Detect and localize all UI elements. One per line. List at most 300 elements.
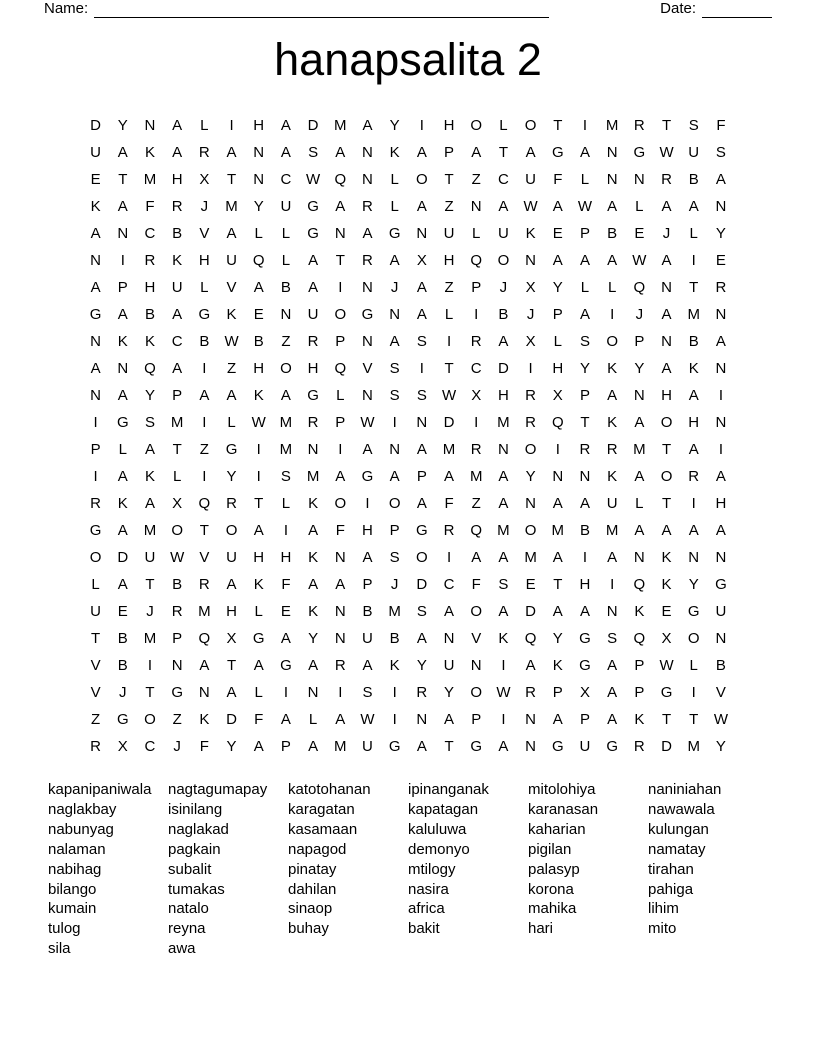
grid-letter: R: [90, 738, 102, 755]
grid-letter: Y: [253, 198, 264, 215]
grid-letter: N: [144, 117, 156, 134]
grid-letter: A: [607, 549, 618, 566]
grid-letter: H: [253, 549, 265, 566]
grid-letter: H: [226, 603, 237, 620]
grid-letter: I: [283, 684, 288, 701]
grid-letter: D: [117, 549, 129, 566]
grid-letter: N: [362, 279, 373, 296]
grid-letter: N: [688, 549, 700, 566]
grid-letter: A: [253, 279, 264, 296]
grid-letter: S: [688, 117, 699, 134]
grid-letter: G: [361, 468, 374, 485]
grid-letter: F: [199, 738, 209, 755]
grid-letter: L: [254, 684, 263, 701]
grid-letter: E: [525, 576, 536, 593]
word-item: naglakbay: [48, 800, 117, 818]
grid-letter: A: [634, 414, 645, 431]
grid-letter: Y: [226, 738, 237, 755]
grid-letter: R: [90, 495, 102, 512]
grid-letter: E: [715, 252, 726, 269]
grid-letter: U: [443, 657, 455, 674]
grid-letter: D: [525, 603, 537, 620]
grid-letter: H: [253, 360, 265, 377]
grid-letter: A: [253, 738, 264, 755]
grid-letter: I: [93, 468, 98, 485]
grid-letter: Q: [633, 576, 646, 593]
grid-letter: N: [633, 549, 645, 566]
grid-letter: Q: [252, 252, 265, 269]
grid-letter: K: [253, 576, 264, 593]
grid-letter: G: [361, 306, 374, 323]
grid-letter: O: [470, 117, 483, 134]
grid-letter: Z: [199, 441, 209, 458]
grid-letter: A: [552, 603, 563, 620]
grid-letter: M: [687, 306, 700, 323]
grid-letter: I: [474, 414, 479, 431]
grid-letter: O: [606, 333, 618, 350]
grid-letter: H: [661, 387, 672, 404]
grid-letter: C: [497, 171, 509, 188]
grid-letter: P: [471, 711, 482, 728]
grid-letter: U: [715, 603, 727, 620]
grid-letter: N: [497, 441, 509, 458]
grid-letter: H: [362, 522, 373, 539]
grid-letter: S: [280, 468, 291, 485]
grid-letter: I: [392, 414, 397, 431]
grid-letter: A: [144, 441, 155, 458]
grid-letter: K: [607, 360, 618, 377]
grid-letter: N: [416, 225, 428, 242]
grid-letter: M: [633, 441, 646, 458]
grid-letter: M: [170, 414, 184, 431]
grid-letter: A: [579, 306, 590, 323]
grid-letter: B: [498, 306, 509, 323]
grid-letter: N: [362, 171, 373, 188]
grid-letter: B: [144, 306, 155, 323]
grid-letter: M: [605, 522, 619, 539]
word-item: bilango: [48, 880, 97, 898]
grid-letter: R: [443, 522, 455, 539]
grid-letter: A: [416, 144, 427, 161]
grid-letter: D: [226, 711, 237, 728]
grid-letter: E: [117, 603, 128, 620]
grid-letter: T: [661, 117, 672, 134]
grid-letter: A: [280, 630, 291, 647]
grid-letter: R: [144, 252, 156, 269]
grid-letter: W: [360, 711, 375, 728]
word-item: isinilang: [168, 800, 223, 818]
grid-letter: H: [688, 414, 700, 431]
grid-letter: G: [388, 225, 401, 242]
grid-letter: A: [688, 522, 699, 539]
grid-letter: A: [579, 252, 590, 269]
grid-letter: R: [525, 414, 537, 431]
grid-letter: N: [525, 252, 537, 269]
grid-letter: A: [444, 468, 455, 485]
grid-letter: I: [582, 117, 588, 134]
grid-letter: L: [281, 495, 291, 512]
grid-letter: A: [498, 333, 509, 350]
grid-letter: L: [281, 225, 291, 242]
grid-letter: W: [224, 333, 239, 350]
grid-letter: I: [718, 441, 723, 458]
grid-letter: L: [336, 387, 345, 404]
grid-letter: P: [90, 441, 101, 458]
grid-letter: A: [172, 117, 183, 134]
grid-letter: R: [307, 333, 319, 350]
grid-letter: B: [280, 279, 291, 296]
grid-letter: O: [660, 414, 673, 431]
word-list-column: [528, 780, 648, 959]
grid-letter: J: [119, 684, 127, 701]
grid-letter: L: [635, 495, 644, 512]
grid-letter: M: [306, 468, 320, 485]
grid-letter: K: [552, 657, 563, 674]
grid-letter: V: [199, 549, 210, 566]
grid-letter: P: [579, 387, 590, 404]
grid-letter: W: [251, 414, 266, 431]
grid-letter: J: [390, 279, 399, 296]
grid-letter: A: [688, 387, 699, 404]
grid-letter: Q: [198, 495, 211, 512]
grid-letter: A: [416, 279, 427, 296]
grid-letter: Q: [470, 252, 483, 269]
grid-letter: E: [552, 225, 563, 242]
grid-letter: S: [308, 144, 319, 161]
grid-letter: I: [338, 279, 343, 296]
grid-letter: A: [661, 252, 672, 269]
name-blank-line: [94, 2, 549, 18]
grid-letter: M: [143, 171, 157, 188]
grid-letter: S: [416, 603, 427, 620]
grid-letter: A: [634, 522, 645, 539]
word-item: awa: [168, 940, 196, 958]
grid-letter: U: [171, 279, 183, 296]
word-item: buhay: [288, 920, 329, 938]
grid-letter: A: [172, 360, 183, 377]
grid-letter: O: [416, 171, 428, 188]
grid-letter: A: [416, 738, 427, 755]
grid-letter: R: [171, 603, 183, 620]
grid-letter: I: [446, 333, 452, 350]
grid-letter: R: [470, 441, 482, 458]
page-title: hanapsalita 2: [274, 34, 542, 85]
grid-letter: X: [579, 684, 590, 701]
grid-letter: Z: [91, 711, 101, 728]
grid-letter: H: [497, 387, 509, 404]
grid-letter: A: [579, 144, 590, 161]
grid-letter: T: [145, 684, 155, 701]
grid-letter: G: [687, 603, 700, 620]
grid-letter: A: [498, 738, 509, 755]
grid-letter: Y: [226, 468, 237, 485]
grid-letter: N: [715, 414, 727, 431]
grid-letter: T: [553, 117, 563, 134]
grid-letter: O: [524, 522, 537, 539]
grid-letter: K: [226, 306, 237, 323]
grid-letter: N: [525, 711, 537, 728]
grid-letter: I: [256, 441, 261, 458]
grid-letter: O: [497, 252, 510, 269]
word-list-column: [288, 780, 408, 959]
grid-letter: J: [390, 576, 399, 593]
grid-letter: M: [442, 441, 456, 458]
grid-letter: S: [144, 414, 155, 431]
grid-letter: C: [443, 576, 455, 593]
grid-letter: N: [171, 657, 183, 674]
grid-letter: X: [416, 252, 427, 269]
grid-letter: L: [254, 603, 263, 620]
grid-letter: H: [579, 576, 591, 593]
grid-letter: T: [199, 522, 209, 539]
grid-letter: L: [553, 333, 562, 350]
name-label: Name:: [44, 0, 89, 17]
grid-letter: G: [551, 738, 564, 755]
grid-letter: S: [416, 333, 427, 350]
grid-letter: G: [307, 387, 319, 404]
word-item: nabunyag: [48, 820, 114, 838]
grid-letter: K: [253, 387, 264, 404]
grid-letter: P: [335, 333, 346, 350]
grid-letter: N: [552, 468, 564, 485]
grid-letter: P: [552, 306, 563, 323]
grid-letter: Q: [334, 171, 347, 188]
word-item: kasamaan: [288, 820, 358, 838]
grid-letter: A: [90, 360, 101, 377]
word-item: africa: [408, 900, 445, 918]
grid-letter: N: [362, 333, 373, 350]
grid-letter: A: [416, 441, 427, 458]
grid-letter: A: [335, 144, 346, 161]
grid-letter: M: [334, 738, 347, 755]
grid-letter: D: [307, 117, 319, 134]
word-item: sila: [48, 940, 71, 958]
grid-letter: H: [171, 171, 183, 188]
grid-letter: G: [252, 630, 265, 647]
grid-letter: L: [635, 198, 644, 215]
grid-letter: P: [280, 738, 291, 755]
grid-letter: X: [471, 387, 482, 404]
grid-letter: D: [90, 117, 102, 134]
header: [44, 0, 772, 18]
grid-letter: N: [117, 225, 129, 242]
grid-letter: H: [280, 549, 292, 566]
grid-letter: N: [579, 468, 591, 485]
grid-letter: B: [172, 225, 183, 242]
word-item: pinatay: [288, 860, 337, 878]
grid-letter: L: [390, 198, 399, 215]
grid-letter: I: [283, 522, 288, 539]
grid-letter: X: [552, 387, 563, 404]
grid-letter: S: [498, 576, 509, 593]
grid-letter: I: [501, 711, 506, 728]
grid-letter: A: [389, 468, 400, 485]
grid-letter: Z: [471, 171, 481, 188]
grid-letter: Y: [389, 117, 400, 134]
grid-letter: N: [416, 414, 428, 431]
grid-letter: A: [498, 495, 509, 512]
grid-letter: W: [632, 252, 647, 269]
grid-letter: C: [470, 360, 482, 377]
grid-letter: M: [225, 198, 238, 215]
word-item: pigilan: [528, 840, 572, 858]
grid-letter: O: [280, 360, 292, 377]
word-item: kulungan: [648, 820, 709, 838]
grid-letter: K: [607, 468, 618, 485]
grid-letter: D: [661, 738, 672, 755]
grid-letter: T: [145, 576, 155, 593]
grid-letter: K: [661, 549, 672, 566]
grid-letter: N: [606, 171, 618, 188]
grid-letter: I: [610, 576, 615, 593]
grid-letter: N: [90, 252, 102, 269]
grid-letter: V: [90, 657, 101, 674]
grid-letter: P: [579, 711, 590, 728]
grid-letter: S: [715, 144, 726, 161]
grid-letter: G: [551, 144, 564, 161]
grid-letter: B: [688, 171, 699, 188]
grid-letter: P: [634, 684, 645, 701]
grid-letter: N: [253, 144, 265, 161]
grid-letter: N: [470, 657, 482, 674]
grid-letter: I: [718, 387, 723, 404]
grid-letter: K: [308, 549, 319, 566]
grid-letter: A: [362, 549, 373, 566]
grid-letter: A: [144, 495, 155, 512]
grid-letter: K: [634, 603, 645, 620]
grid-letter: Y: [579, 360, 590, 377]
grid-letter: B: [607, 225, 618, 242]
grid-letter: A: [715, 468, 726, 485]
grid-letter: U: [443, 225, 455, 242]
grid-letter: A: [172, 306, 183, 323]
word-item: hari: [528, 920, 554, 938]
date-group: [660, 0, 772, 18]
grid-letter: I: [392, 711, 397, 728]
grid-letter: M: [605, 117, 619, 134]
grid-letter: B: [389, 630, 400, 647]
grid-letter: N: [307, 441, 319, 458]
grid-letter: O: [334, 306, 347, 323]
grid-letter: E: [634, 225, 645, 242]
grid-letter: U: [226, 252, 237, 269]
grid-letter: P: [444, 144, 455, 161]
grid-letter: G: [606, 738, 618, 755]
grid-letter: W: [659, 144, 674, 161]
grid-letter: X: [117, 738, 128, 755]
word-item: tumakas: [168, 880, 225, 898]
grid-letter: A: [199, 387, 210, 404]
grid-letter: A: [416, 198, 427, 215]
grid-letter: A: [471, 549, 482, 566]
grid-letter: K: [308, 603, 319, 620]
grid-letter: S: [362, 684, 373, 701]
grid-letter: B: [117, 630, 128, 647]
grid-letter: I: [229, 117, 234, 134]
grid-letter: V: [362, 360, 373, 377]
grid-letter: G: [280, 657, 292, 674]
word-item: sinaop: [288, 900, 333, 918]
grid-letter: C: [144, 225, 156, 242]
grid-letter: T: [172, 441, 182, 458]
grid-letter: U: [688, 144, 700, 161]
grid-letter: V: [715, 684, 726, 701]
word-item: napagod: [288, 840, 347, 858]
grid-letter: A: [552, 198, 563, 215]
grid-letter: J: [173, 738, 181, 755]
grid-letter: O: [687, 630, 700, 647]
grid-letter: L: [607, 279, 617, 296]
grid-letter: X: [525, 333, 536, 350]
grid-letter: A: [444, 603, 455, 620]
date-blank-line: [702, 2, 772, 18]
grid-letter: O: [470, 603, 483, 620]
grid-letter: Q: [633, 279, 646, 296]
grid-letter: P: [389, 522, 400, 539]
grid-letter: J: [146, 603, 154, 620]
grid-letter: A: [280, 711, 291, 728]
grid-letter: J: [635, 306, 644, 323]
grid-letter: X: [661, 630, 672, 647]
grid-letter: R: [362, 252, 373, 269]
grid-letter: A: [253, 657, 264, 674]
grid-letter: N: [715, 306, 727, 323]
grid-letter: N: [715, 549, 727, 566]
word-item: kumain: [48, 900, 97, 918]
grid-letter: N: [443, 630, 455, 647]
grid-letter: A: [525, 657, 536, 674]
grid-letter: A: [715, 522, 726, 539]
grid-letter: A: [226, 387, 237, 404]
word-item: pagkain: [168, 840, 221, 858]
grid-letter: N: [253, 171, 265, 188]
grid-letter: U: [280, 198, 292, 215]
grid-letter: M: [551, 522, 565, 539]
grid-letter: L: [689, 225, 698, 242]
grid-letter: R: [525, 387, 537, 404]
grid-letter: A: [226, 144, 237, 161]
grid-letter: L: [308, 711, 318, 728]
grid-letter: C: [144, 738, 156, 755]
grid-letter: I: [202, 360, 207, 377]
grid-letter: P: [416, 468, 427, 485]
grid-letter: I: [419, 117, 424, 134]
grid-letter: O: [388, 495, 401, 512]
grid-letter: K: [661, 576, 672, 593]
grid-letter: A: [579, 603, 590, 620]
grid-letter: A: [199, 657, 210, 674]
grid-letter: R: [661, 171, 672, 188]
grid-letter: C: [171, 333, 183, 350]
grid-letter: T: [689, 279, 699, 296]
grid-letter: R: [198, 576, 210, 593]
grid-letter: U: [362, 738, 373, 755]
grid-letter: G: [116, 414, 129, 431]
grid-letter: Q: [524, 630, 537, 647]
grid-letter: K: [144, 468, 155, 485]
grid-letter: G: [307, 225, 319, 242]
grid-letter: T: [226, 171, 237, 188]
grid-letter: M: [334, 117, 347, 134]
grid-letter: A: [335, 468, 346, 485]
grid-letter: J: [499, 279, 508, 296]
grid-letter: J: [526, 306, 535, 323]
grid-letter: M: [143, 630, 157, 647]
grid-letter: Z: [226, 360, 237, 377]
grid-letter: Y: [552, 279, 563, 296]
grid-letter: N: [715, 630, 727, 647]
grid-letter: O: [660, 468, 673, 485]
